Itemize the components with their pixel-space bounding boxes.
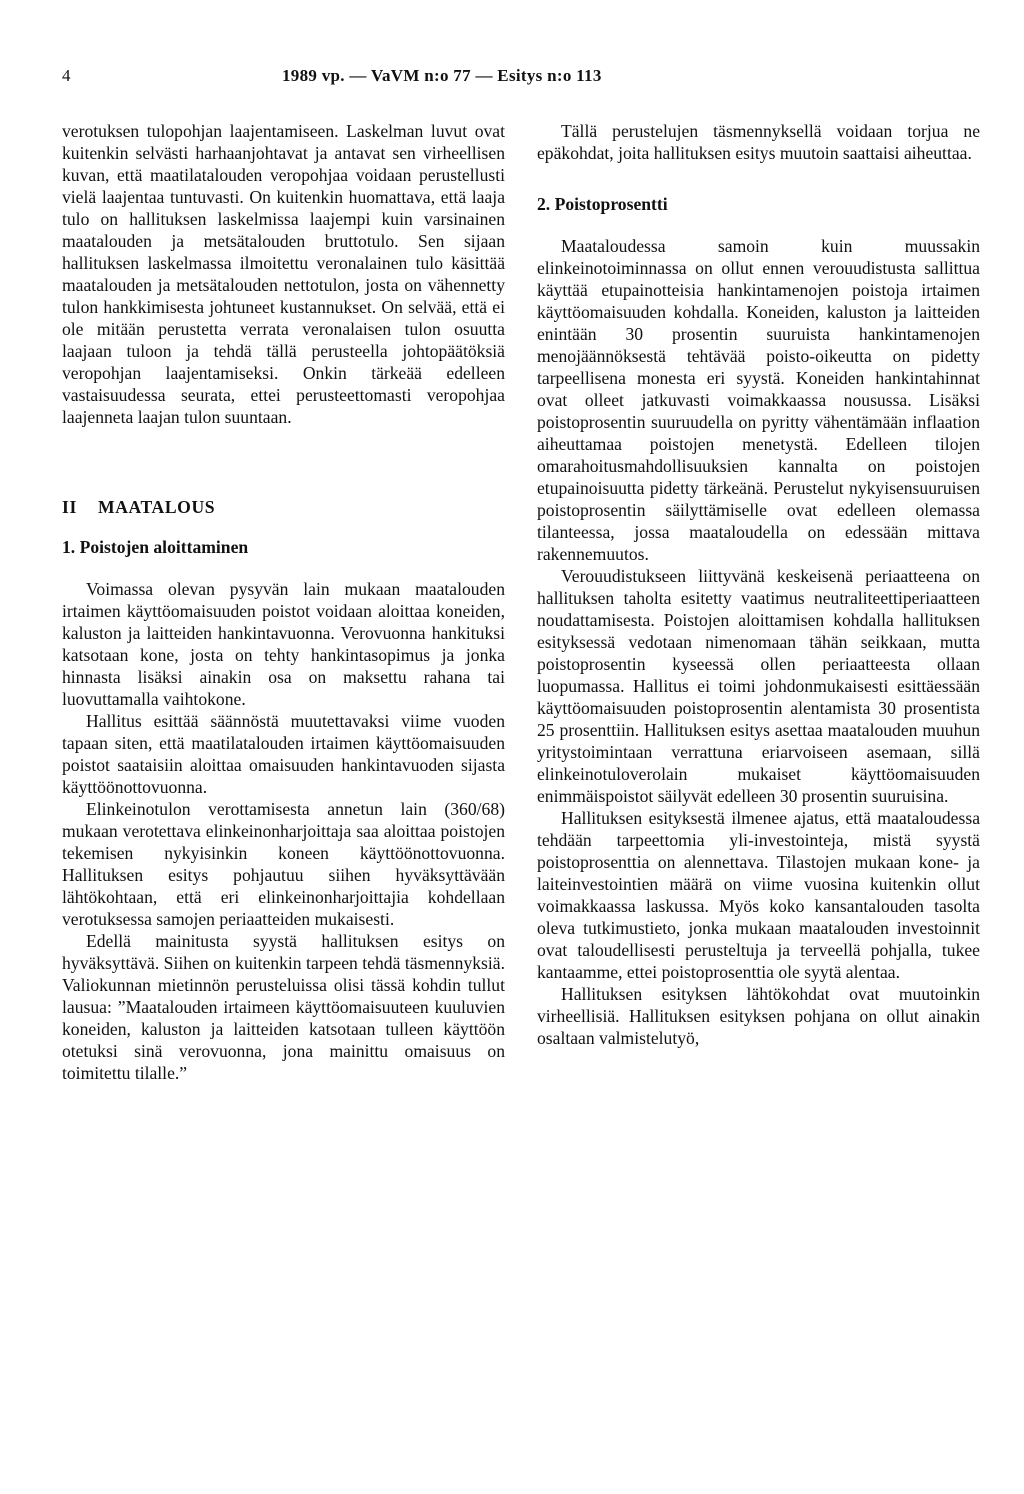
running-head: 1989 vp. — VaVM n:o 77 — Esitys n:o 113 xyxy=(282,66,602,85)
paragraph: Elinkeinotulon verottamisesta annetun lain (360/68) mukaan verotettava elinkeinonharjoittaja saa aloittaa poistojen tekemisen nykyisinkin koneen käyttöönottovuonna. Hallituksen esitys pohjautuu siihen hyväksyttävään lähtökohtaan, että eri elinkeinonharjoittajia kohdellaan verotuksessa samojen periaatteiden mukaisesti. xyxy=(62,799,505,929)
paragraph: Hallituksen esityksen lähtökohdat ovat muutoinkin virheellisiä. Hallituksen esityksen pohjana on ollut ainakin osaltaan valmistelutyö, xyxy=(537,984,980,1048)
paragraph: Hallituksen esityksestä ilmenee ajatus, että maataloudessa tehdään tarpeettomia yli-investointeja, mistä syystä poistoprosenttia on alennettava. Tilastojen mukaan kone- ja laiteinvestointien määrä on viime vuosina kuitenkin ollut voimakkaassa laskussa. Myös koko kansantalouden tasolta oleva tutkimustieto, jonka mukaan maatalouden investoinnit ovat taloudellisesti perusteltuja ja terveellä pohjalla, tukee kantaamme, ettei poistoprosenttia ole syytä alentaa. xyxy=(537,808,980,982)
paragraph: Verouudistukseen liittyvänä keskeisenä periaatteena on hallituksen taholta esitetty vaatimus neutraliteettiperiaatteen noudattamisesta. Poistojen aloittamisen kohdalla hallituksen esityksessä vedotaan nimenomaan tähän seikkaan, mutta poistoprosentin kyseessä ollen periaatteesta ollaan luopumassa. Hallitus ei toimi johdonmukaisesti esittäessään käyttöomaisuuden poistoprosentin alentamista 30 prosentista 25 prosenttiin. Hallituksen esitys asettaa maatalouden muuhun yritystoimintaan verrattuna eriarvoiseen asemaan, sillä elinkeinotuloverolain mukaiset käyttöomaisuuden enimmäispoistot säilyvät edelleen 30 prosentin suuruisina. xyxy=(537,566,980,806)
subsection-heading: 2. Poistoprosentti xyxy=(537,194,668,214)
section-number: II xyxy=(62,497,77,517)
right-column xyxy=(537,120,980,1049)
paragraph: verotuksen tulopohjan laajentamiseen. Laskelman luvut ovat kuitenkin selvästi harhaanjohtavat ja antavat sen virheellisen kuvan, että maatilatalouden veropohjaa voidaan perustellusti vielä laajentaa tuntuvasti. On kuitenkin huomattava, että laaja tulo on hallituksen laskelmissa laajempi kuin varsinainen maatalouden ja metsätalouden bruttotulo. Sen sijaan hallituksen laskelmassa ilmoitettu veronalainen tulo käsittää maatalouden ja metsätalouden nettotulon, josta on vähennetty tulon hankkimisesta johtuneet kustannukset. On selvää, että ei ole mitään perustetta verrata veronalaisen tulon osuutta laajaan tuloon ja tehdä tällä perusteella johtopäätöksiä veropohjan laajentamiseksi. Onkin tärkeää edelleen vastaisuudessa seurata, ettei perusteettomasti veropohjaa laajenneta laajan tulon suuntaan. xyxy=(62,121,505,427)
left-column xyxy=(62,120,505,1084)
paragraph: Edellä mainitusta syystä hallituksen esitys on hyväksyttävä. Siihen on kuitenkin tarpeen tehdä täsmennyksiä. Valiokunnan mietinnön perusteluissa olisi tässä kohdin tullut lausua: ”Maatalouden irtaimeen käyttöomaisuuteen kuuluvien koneiden, kaluston ja laitteiden katsotaan tulleen käyttöön otetuksi sinä verovuonna, jona mainittu omaisuus on toimitettu tilalle.” xyxy=(62,931,505,1083)
subsection-heading: 1. Poistojen aloittaminen xyxy=(62,537,249,557)
paragraph: Voimassa olevan pysyvän lain mukaan maatalouden irtaimen käyttöomaisuuden poistot voidaan aloittaa koneiden, kaluston ja laitteiden hankintavuonna. Verovuonna hankituksi katsotaan kone, josta on tehty hankintasopimus ja jonka hinnasta lisäksi ainakin osa on maksettu rahana tai luovuttamalla vaihtokone. xyxy=(62,579,505,709)
page-number: 4 xyxy=(62,66,71,85)
paragraph: Tällä perustelujen täsmennyksellä voidaan torjua ne epäkohdat, joita hallituksen esitys muutoin saattaisi aiheuttaa. xyxy=(537,121,980,163)
page-header xyxy=(62,66,982,88)
section-title: MAATALOUS xyxy=(98,497,216,517)
paragraph: Hallitus esittää säännöstä muutettavaksi viime vuoden tapaan siten, että maatilatalouden irtaimen käyttöomaisuuden poistot saataisiin aloittaa omaisuuden hankintavuoden sijasta käyttöönottovuonna. xyxy=(62,711,505,797)
paragraph: Maataloudessa samoin kuin muussakin elinkeinotoiminnassa on ollut ennen verouudistusta sallittua käyttää etupainotteisia hankintamenojen poistoja irtaimen käyttöomaisuuden kohdalla. Koneiden, kaluston ja laitteiden enintään 30 prosentin suuruista hankintamenojen menojäännöksestä tehtävää poisto-oikeutta on pidetty tarpeellisena monesta eri syystä. Koneiden hankintahinnat ovat olleet jatkuvasti voimakkaassa nousussa. Lisäksi poistoprosentin suuruudella on pyritty vähentämään inflaation aiheuttamaa poistojen menetystä. Edelleen tilojen omarahoitusmahdollisuuksien kannalta on poistojen etupainoisuutta pidetty tärkeänä. Perustelut nykyisensuuruisen poistoprosentin säilyttämiselle ovat edelleen olemassa tilanteessa, jossa maataloudella on edessään mittava rakennemuutos. xyxy=(537,236,980,564)
section-heading xyxy=(62,496,505,518)
